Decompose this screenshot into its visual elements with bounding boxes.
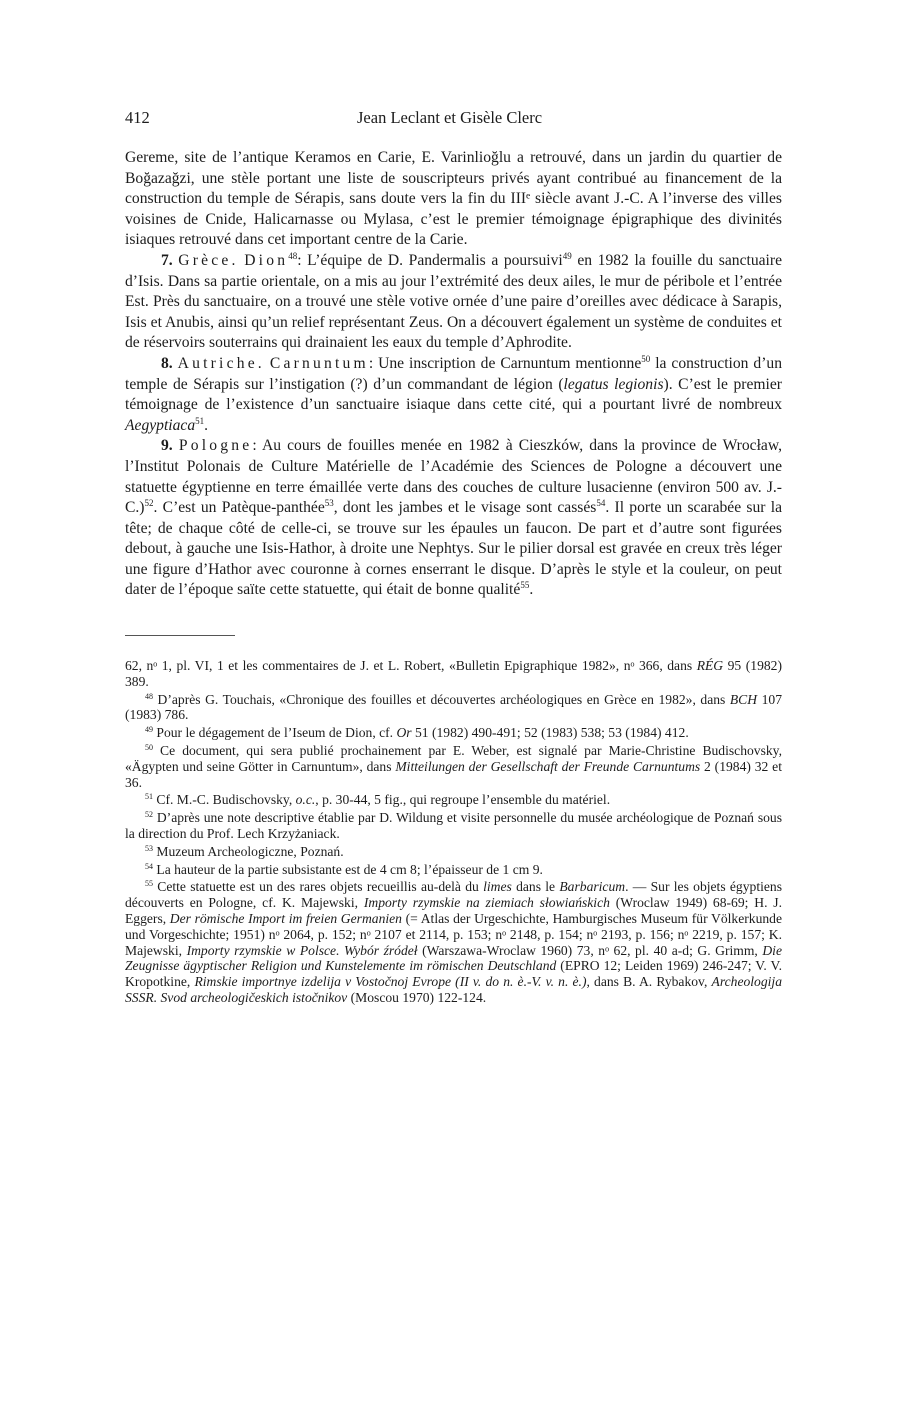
- section-number: 8.: [161, 354, 173, 372]
- section-text: la construction d’un temple de Sérapis sur l’instigation (?) d’un commandant de légion (: [125, 354, 783, 393]
- footnote-text: Cette statuette est un des rares objets recueillis au-delà du: [153, 879, 484, 895]
- italic-term: Der römische Import im freien Germanien: [169, 911, 402, 927]
- section-country: Pologne: [178, 437, 253, 455]
- footnote-ref: 54: [596, 498, 606, 509]
- section-austria: [125, 354, 782, 436]
- footnote-ref: 51: [195, 415, 205, 426]
- footnote-number: 54: [145, 861, 153, 871]
- section-site: Dion: [244, 251, 289, 269]
- footnote-49: [125, 725, 782, 741]
- italic-term: legatus legionis: [563, 375, 664, 393]
- italic-term: Importy rzymskie na ziemiach słowiańskich: [363, 895, 610, 911]
- footnote-52: [125, 810, 782, 842]
- footnote-text: D’après une note descriptive établie par D. Wildung et visite personnelle du musée archéologique de Poznań sous la direction du Prof. Lech Krzyżaniack.: [125, 810, 782, 842]
- section-text: : Au cours de fouilles menée en 1982 à Cieszków, dans la province de Wrocław, l’Institut Polonais de Culture Matérielle de l’Académie des Sciences de Pologne a découvert une statuette égyptienne en terre émaillée verte dans des couches de culture lusacienne (environ 500 av. J.-C.): [125, 437, 782, 517]
- main-text: [125, 148, 782, 601]
- italic-term: Or: [396, 725, 412, 741]
- footnote-number: 51: [145, 792, 153, 802]
- italic-term: Importy rzymskie w Polsce. Wybór źródeł: [186, 942, 418, 958]
- running-title: Jean Leclant et Gisèle Clerc: [357, 108, 543, 127]
- footnote-ref: 49: [562, 250, 572, 261]
- italic-term: Archeologija SSSR. Svod archeologičeskich istočnikov: [125, 974, 783, 1005]
- footnote-text: 62, nᵒ 1, pl. VI, 1 et les commentaires de J. et L. Robert, «Bulletin Epigraphique 1982», nᵒ 366, dans: [125, 658, 697, 674]
- section-number: 9.: [161, 437, 173, 455]
- italic-term: limes: [483, 879, 512, 895]
- footnote-text: 51 (1982) 490-491; 52 (1983) 538; 53 (1984) 412.: [411, 725, 689, 741]
- footnote-51: [125, 792, 782, 808]
- footnote-text: (Warszawa-Wroclaw 1960) 73, nᵒ 62, pl. 40 a-d; G. Grimm,: [417, 942, 763, 958]
- footnote-text: La hauteur de la partie subsistante est de 4 cm 8; l’épaisseur de 1 cm 9.: [153, 861, 543, 877]
- italic-term: BCH: [729, 691, 758, 707]
- page-number: 412: [125, 108, 150, 127]
- footnote-text: 107 (1983) 786.: [125, 691, 782, 723]
- footnote-55: [125, 879, 782, 1005]
- section-text: en 1982 la fouille du sanctuaire d’Isis. Dans sa partie orientale, on a mis au jour l’extrémité des deux ailes, le mur de péribole et l’entrée Est. Près du sanctuaire, on a trouvé une stèle votive ornée d’une paire d’oreilles avec dédicace à Sarapis, Isis et Anubis, ainsi qu’un relief représentant Zeus. On a découvert également un système de conduites et de réservoirs souterrains qui drainaient les eaux du temple d’Aphrodite.: [125, 251, 782, 352]
- section-country: Grèce.: [178, 251, 239, 269]
- footnote-text: D’après G. Touchais, «Chronique des fouilles et découvertes archéologiques en Grèce en 1982», dans: [153, 691, 730, 707]
- footnote-ref: 55: [520, 580, 530, 591]
- footnote-number: 55: [145, 879, 153, 889]
- section-text: .: [529, 581, 534, 599]
- footnote-text: . — Sur les objets égyptiens découverts en Pologne, cf. K. Majewski,: [125, 879, 782, 911]
- footnote-47-continued: [125, 658, 782, 690]
- italic-term: Rimskie importnye izdelija v Vostočnoj Evrope (II v. do n. è.-V. v. n. è.): [194, 974, 587, 990]
- footnote-53: [125, 844, 782, 860]
- footnote-ref: 48: [288, 250, 298, 261]
- section-text: : Une inscription de Carnuntum mentionne: [368, 354, 642, 372]
- footnote-number: 49: [145, 725, 153, 735]
- section-number: 7.: [161, 251, 173, 269]
- footnote-text: Muzeum Archeologiczne, Poznań.: [153, 843, 344, 859]
- footnote-number: 53: [145, 843, 153, 853]
- footnote-ref: 50: [641, 353, 651, 364]
- page-header: [125, 108, 782, 148]
- footnote-text: 2 (1984) 32 et 36.: [125, 758, 782, 790]
- footnote-text: dans le: [511, 879, 560, 895]
- section-text: . C’est un Patèque-panthée: [153, 499, 325, 517]
- footnote-divider: [125, 635, 235, 636]
- footnote-text: , p. 30-44, 5 fig., qui regroupe l’ensemble du matériel.: [315, 792, 611, 808]
- section-country: Autriche.: [177, 354, 265, 372]
- section-site: Carnuntum: [269, 354, 369, 372]
- footnote-text: Ce document, qui sera publié prochainement par E. Weber, est signalé par Marie-Christine Budischovsky, «Ägypten und seine Götter in Carnuntum», dans: [125, 743, 782, 774]
- footnote-number: 48: [145, 691, 153, 701]
- section-text: ). C’est le premier témoignage de l’existence d’un sanctuaire isiaque dans cette cité, qui a pourtant livré de nombreux: [125, 375, 782, 414]
- footnotes: [125, 658, 782, 1006]
- section-text: .: [204, 416, 209, 434]
- footnote-text: Pour le dégagement de l’Iseum de Dion, cf.: [153, 725, 397, 741]
- footnote-ref: 52: [144, 498, 154, 509]
- footnote-text: (EPRO 12; Leiden 1969) 246-247; V. V. Kropotkine,: [125, 958, 782, 990]
- section-greece: [125, 251, 782, 354]
- italic-term: Aegyptiaca: [125, 416, 196, 434]
- footnote-text: 95 (1982) 389.: [125, 658, 782, 689]
- footnote-text: Cf. M.-C. Budischovsky,: [153, 792, 296, 808]
- italic-term: Mitteilungen der Gesellschaft der Freunde Carnuntums: [395, 758, 701, 774]
- section-text: : L’équipe de D. Pandermalis a poursuivi: [297, 251, 563, 269]
- italic-term: Die Zeugnisse ägyptischer Religion und Kunstelemente im römischen Deutschland: [125, 942, 782, 974]
- footnote-54: [125, 862, 782, 878]
- footnote-text: (Moscou 1970) 122-124.: [347, 990, 487, 1005]
- footnote-text: (Wroclaw 1949) 68-69; H. J. Eggers,: [125, 895, 782, 927]
- footnote-ref: 53: [324, 498, 334, 509]
- footnote-number: 50: [145, 743, 153, 753]
- italic-term: Barbaricum: [559, 879, 626, 895]
- section-text: , dont les jambes et le visage sont cassés: [333, 499, 597, 517]
- paragraph-intro: [125, 148, 782, 251]
- footnote-48: [125, 692, 782, 724]
- page: [125, 108, 782, 1006]
- footnote-number: 52: [145, 810, 153, 820]
- intro-text: Gereme, site de l’antique Keramos en Carie, E. Varinlioğlu a retrouvé, dans un jardin du quartier de Boğazağzi, une stèle portant une liste de souscripteurs privés ayant contribué au financement de la construction du temple de Sérapis, sans doute vers la fin du IIIᵉ siècle avant J.-C. A l’inverse des villes voisines de Cnide, Halicarnasse ou Mylasa, c’est le premier témoignage épigraphique des divinités isiaques retrouvé dans cet important centre de la Carie.: [125, 149, 782, 249]
- footnote-text: , dans B. A. Rybakov,: [586, 974, 712, 990]
- section-text: . Il porte un scarabée sur la tête; de chaque côté de celle-ci, se trouve sur les épaules un faucon. De part et d’autre sont figurées debout, à gauche une Isis-Hathor, à droite une Nephtys. Sur le pilier dorsal est gravée en creux très léger une figure d’Hathor avec couronne à cornes enserrant le disque. D’après le style et la couleur, on peut dater de l’époque saïte cette statuette, qui était de bonne qualité: [125, 499, 782, 599]
- section-poland: [125, 436, 782, 601]
- footnote-50: [125, 743, 782, 790]
- italic-term: o.c.: [295, 792, 316, 808]
- italic-term: RÉG: [696, 658, 724, 674]
- footnote-text: (= Atlas der Urgeschichte, Hamburgisches Museum für Völkerkunde und Vorgeschichte; 1951) nᵒ 2064, p. 152; nᵒ 2107 et 2114, p. 153; nᵒ 2148, p. 154; nᵒ 2193, p. 156; nᵒ 2219, p. 157; K. Majewski,: [125, 911, 782, 958]
